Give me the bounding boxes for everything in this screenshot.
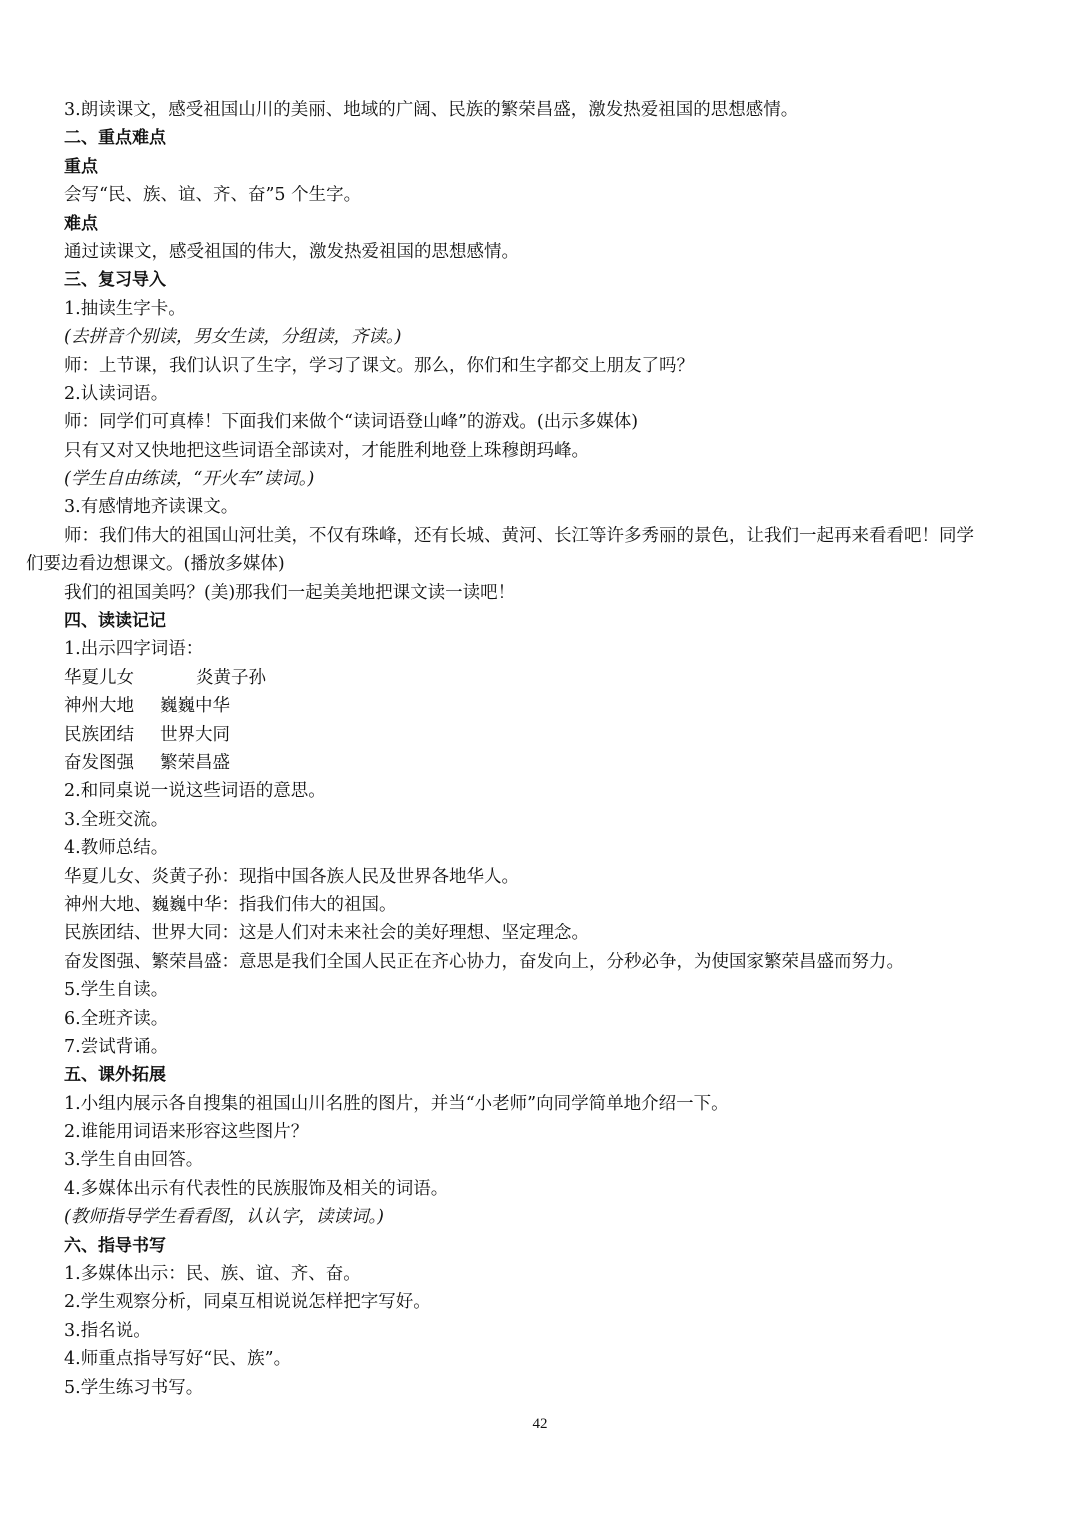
section-heading: 二、重点难点 [64,128,166,149]
word-item: 神州大地 [64,696,134,717]
word-pair-row [0,749,1080,777]
paragraph-line: 3.指名说。 [64,1320,151,1341]
paragraph-line: 1.出示四字词语： [64,639,204,660]
paragraph-line: 通过读课文，感受祖国的伟大，激发热爱祖国的思想感情。 [64,241,519,262]
paragraph-line: 会写“民、族、谊、齐、奋”5 个生字。 [64,185,362,206]
paragraph-line: 3.有感情地齐读课文。 [64,497,239,518]
paragraph-line: 3.全班交流。 [64,809,169,830]
paragraph-line: 4.多媒体出示有代表性的民族服饰及相关的词语。 [64,1178,449,1199]
word-item: 巍巍中华 [160,696,230,717]
paragraph-line: 3.学生自由回答。 [64,1150,204,1171]
instruction-note: (教师指导学生看看图，认认字，读读词。) [64,1207,384,1228]
paragraph-line: 3.朗读课文，感受祖国山川的美丽、地域的广阔、民族的繁荣昌盛，激发热爱祖国的思想感情。 [64,100,799,120]
section-heading: 六、指导书写 [64,1235,166,1256]
paragraph-line: 2.认读词语。 [64,383,169,404]
paragraph-line: 5.学生自读。 [64,980,169,1001]
paragraph-line: 4.教师总结。 [64,838,169,859]
section-heading: 重点 [64,156,98,177]
word-item: 奋发图强 [64,752,134,773]
document-body [0,96,1080,1402]
paragraph-line: 1.多媒体出示：民、族、谊、齐、奋。 [64,1264,361,1285]
paragraph-line: 1.小组内展示各自搜集的祖国山川名胜的图片，并当“小老师”向同学简单地介绍一下。 [64,1093,729,1114]
paragraph-line: 我们的祖国美吗？(美)那我们一起美美地把课文读一读吧！ [64,582,516,603]
word-item: 民族团结 [64,724,134,745]
paragraph-line: 2.学生观察分析，同桌互相说说怎样把字写好。 [64,1292,431,1313]
instruction-note: (去拼音个别读，男女生读，分组读，齐读。) [64,327,402,348]
paragraph-line: 师：同学们可真棒！下面我们来做个“读词语登山峰”的游戏。(出示多媒体) [64,412,639,433]
paragraph-line: 2.和同桌说一说这些词语的意思。 [64,781,326,802]
section-heading: 五、课外拓展 [64,1065,166,1086]
paragraph-line: 民族团结、世界大同：这是人们对未来社会的美好理想、坚定理念。 [64,923,589,944]
paragraph-line: 2.谁能用词语来形容这些图片？ [64,1122,309,1143]
word-pair-row [0,692,1080,720]
paragraph-line: 5.学生练习书写。 [64,1377,204,1398]
paragraph-line: 1.抽读生字卡。 [64,298,186,319]
paragraph-line: 华夏儿女、炎黄子孙：现指中国各族人民及世界各地华人。 [64,866,519,887]
paragraph-line: 们要边看边想课文。(播放多媒体) [26,554,285,575]
paragraph-line: 师：我们伟大的祖国山河壮美，不仅有珠峰，还有长城、黄河、长江等许多秀丽的景色，让我们一起再来看看吧！同学 [64,525,974,546]
instruction-note: (学生自由练读，“开火车”读词。) [64,469,315,490]
page-number: 42 [532,1416,548,1432]
paragraph-line: 只有又对又快地把这些词语全部读对，才能胜利地登上珠穆朗玛峰。 [64,440,589,461]
word-pair-row [0,664,1080,692]
paragraph-line: 奋发图强、繁荣昌盛：意思是我们全国人民正在齐心协力，奋发向上，分秒必争，为使国家繁荣昌盛而努力。 [64,951,904,972]
word-item: 华夏儿女 [64,667,134,688]
paragraph-line: 4.师重点指导写好“民、族”。 [64,1349,292,1370]
word-item: 炎黄子孙 [196,667,266,688]
section-heading: 四、读读记记 [64,611,166,632]
word-item: 繁荣昌盛 [160,752,230,773]
word-pair-row [0,721,1080,749]
word-item: 世界大同 [160,724,230,745]
paragraph-line: 师：上节课，我们认识了生字，学习了课文。那么，你们和生字都交上朋友了吗？ [64,355,694,376]
section-heading: 难点 [64,213,98,234]
paragraph-line: 7.尝试背诵。 [64,1036,169,1057]
paragraph-line: 神州大地、巍巍中华：指我们伟大的祖国。 [64,894,397,915]
section-heading: 三、复习导入 [64,270,166,291]
paragraph-line: 6.全班齐读。 [64,1008,169,1029]
